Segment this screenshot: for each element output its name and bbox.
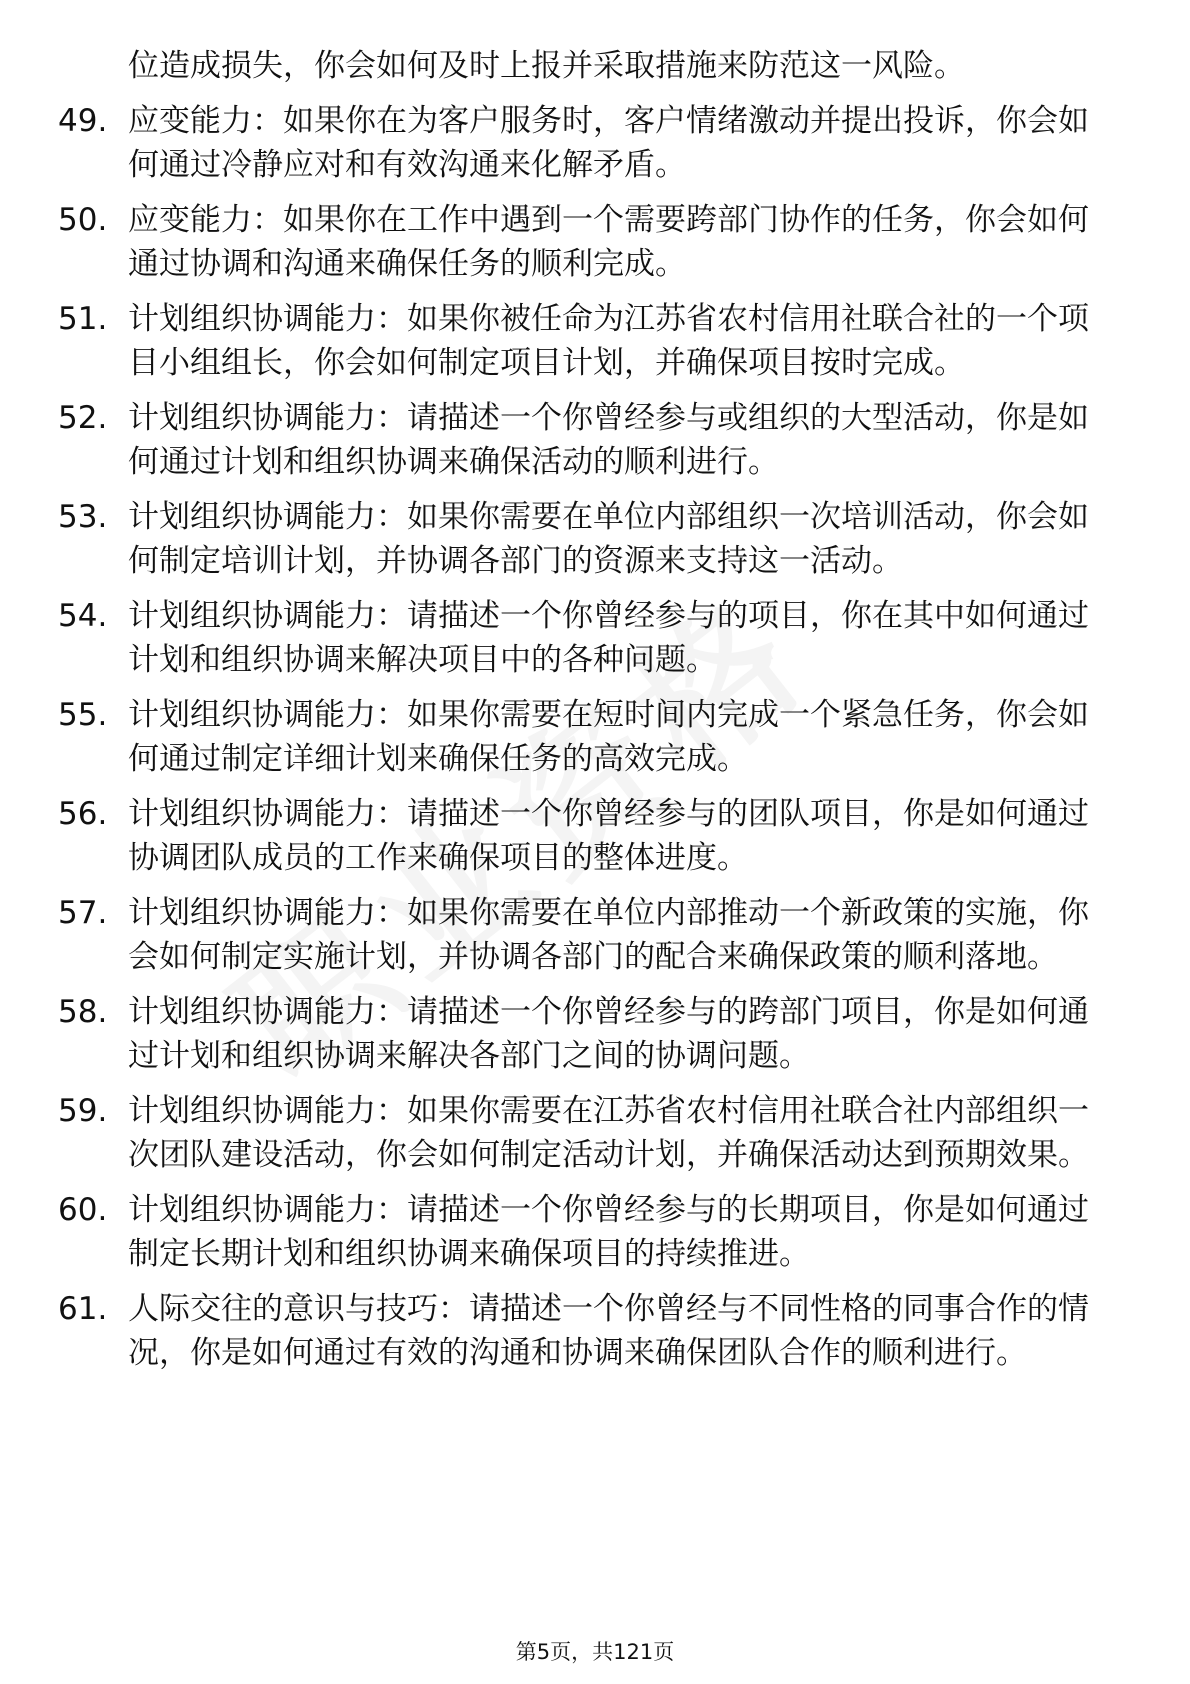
list-item	[58, 1089, 1110, 1177]
list-item	[58, 495, 1110, 583]
item-number: 57.	[58, 895, 108, 931]
item-text: 计划组织协调能力：请描述一个你曾经参与或组织的大型活动，你是如何通过计划和组织协调来确保活动的顺利进行。	[128, 400, 1089, 480]
item-number: 55.	[58, 697, 108, 733]
list-item	[58, 891, 1110, 979]
list-item	[58, 594, 1110, 682]
item-number: 58.	[58, 994, 108, 1030]
item-text: 计划组织协调能力：请描述一个你曾经参与的团队项目，你是如何通过协调团队成员的工作来确保项目的整体进度。	[128, 796, 1089, 876]
list-item	[58, 198, 1110, 286]
item-number: 59.	[58, 1093, 108, 1129]
item-text: 计划组织协调能力：如果你需要在短时间内完成一个紧急任务，你会如何通过制定详细计划来确保任务的高效完成。	[128, 697, 1089, 777]
item-number: 51.	[58, 301, 108, 337]
item-number: 56.	[58, 796, 108, 832]
item-number: 53.	[58, 499, 108, 535]
item-text: 人际交往的意识与技巧：请描述一个你曾经与不同性格的同事合作的情况，你是如何通过有效的沟通和协调来确保团队合作的顺利进行。	[128, 1291, 1089, 1371]
item-text: 应变能力：如果你在工作中遇到一个需要跨部门协作的任务，你会如何通过协调和沟通来确保任务的顺利完成。	[128, 202, 1089, 282]
list-item	[58, 990, 1110, 1078]
item-number: 50.	[58, 202, 108, 238]
item-text: 计划组织协调能力：如果你需要在江苏省农村信用社联合社内部组织一次团队建设活动，你会如何制定活动计划，并确保活动达到预期效果。	[128, 1093, 1089, 1173]
item-number: 61.	[58, 1291, 108, 1327]
document-body	[58, 44, 1110, 1386]
item-text: 计划组织协调能力：请描述一个你曾经参与的长期项目，你是如何通过制定长期计划和组织协调来确保项目的持续推进。	[128, 1192, 1089, 1272]
page-footer: 第5页，共121页	[515, 1640, 675, 1664]
item-text: 计划组织协调能力：如果你需要在单位内部推动一个新政策的实施，你会如何制定实施计划，并协调各部门的配合来确保政策的顺利落地。	[128, 895, 1089, 975]
list-item	[58, 792, 1110, 880]
list-item	[58, 1287, 1110, 1375]
item-text: 应变能力：如果你在为客户服务时，客户情绪激动并提出投诉，你会如何通过冷静应对和有效沟通来化解矛盾。	[128, 103, 1089, 183]
item-number: 52.	[58, 400, 108, 436]
item-number: 49.	[58, 103, 108, 139]
intro-text: 位造成损失，你会如何及时上报并采取措施来防范这一风险。	[128, 48, 965, 84]
list-item	[58, 1188, 1110, 1276]
item-text: 计划组织协调能力：如果你被任命为江苏省农村信用社联合社的一个项目小组组长，你会如何制定项目计划，并确保项目按时完成。	[128, 301, 1089, 381]
item-text: 计划组织协调能力：请描述一个你曾经参与的项目，你在其中如何通过计划和组织协调来解决项目中的各种问题。	[128, 598, 1089, 678]
item-number: 54.	[58, 598, 108, 634]
list-item	[58, 396, 1110, 484]
item-text: 计划组织协调能力：如果你需要在单位内部组织一次培训活动，你会如何制定培训计划，并协调各部门的资源来支持这一活动。	[128, 499, 1089, 579]
item-text: 计划组织协调能力：请描述一个你曾经参与的跨部门项目，你是如何通过计划和组织协调来解决各部门之间的协调问题。	[128, 994, 1089, 1074]
list-item	[58, 693, 1110, 781]
list-item	[58, 297, 1110, 385]
list-item	[58, 99, 1110, 187]
item-number: 60.	[58, 1192, 108, 1228]
intro-paragraph	[58, 44, 1110, 88]
